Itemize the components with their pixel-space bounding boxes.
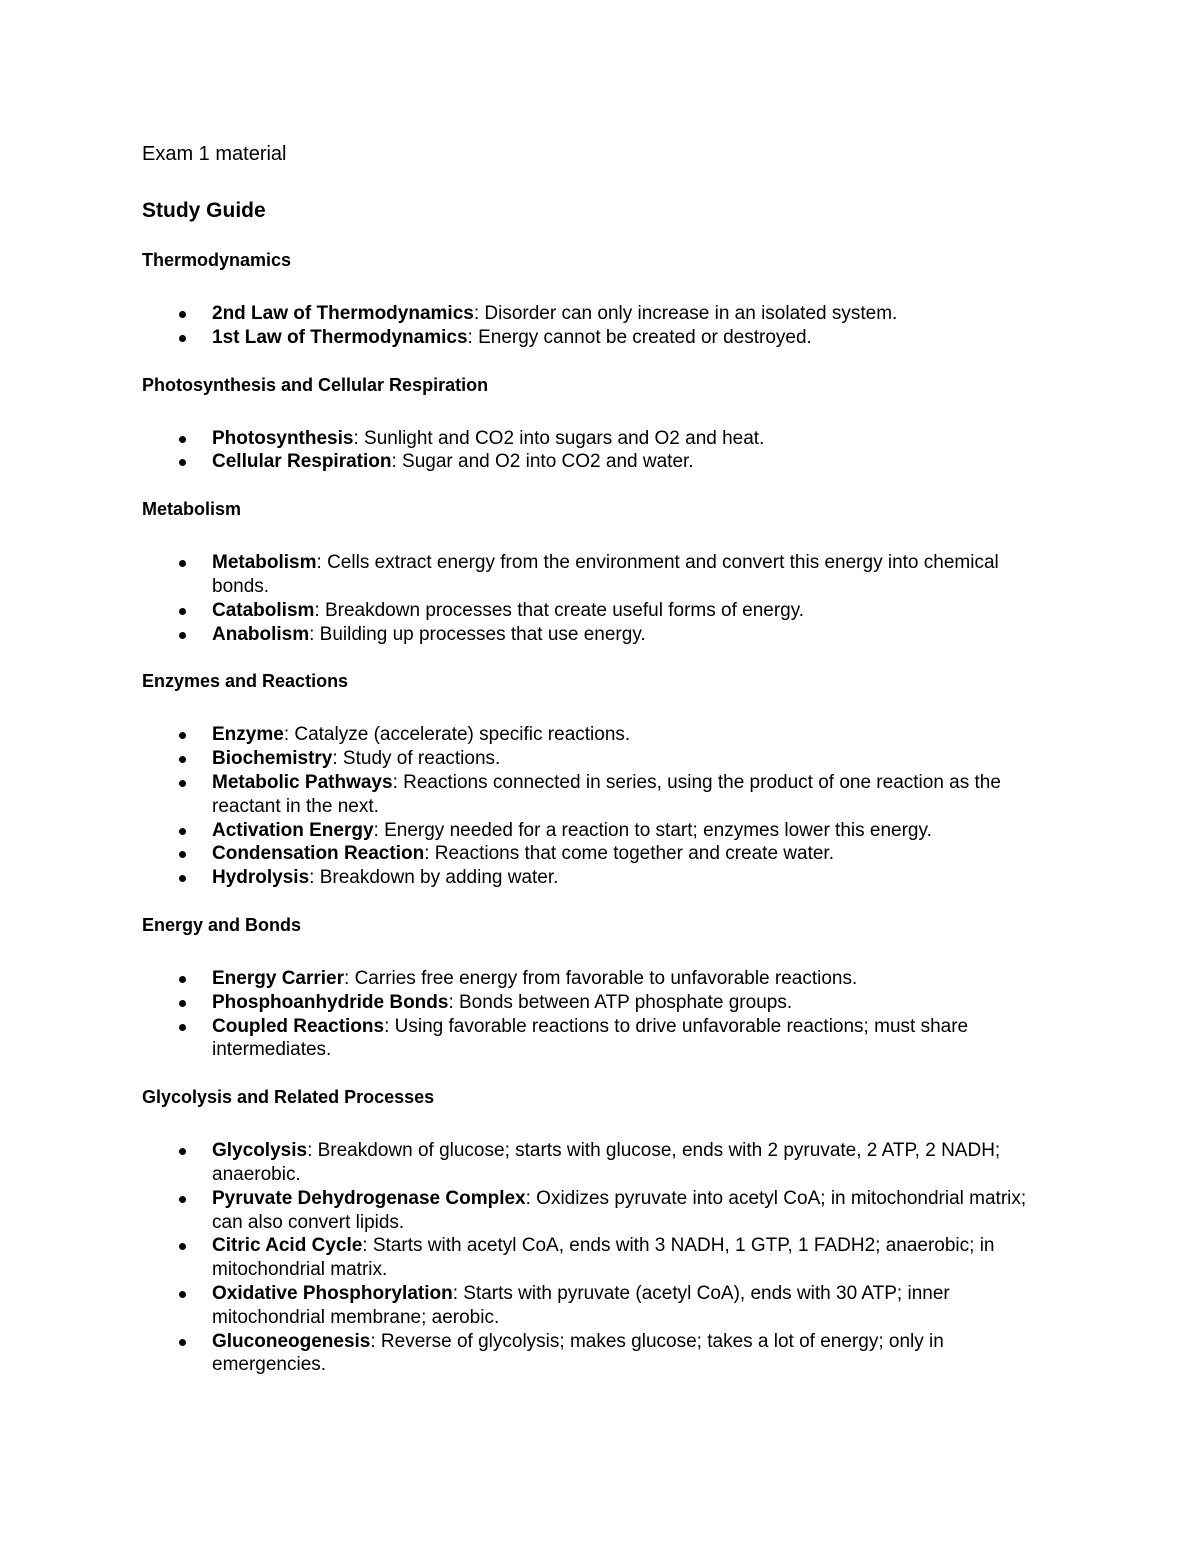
- term: 2nd Law of Thermodynamics: [212, 303, 474, 324]
- term: Cellular Respiration: [212, 451, 392, 473]
- term: Condensation Reaction: [212, 843, 425, 865]
- document-header: Exam 1 material: [142, 143, 287, 165]
- list-item: [142, 1234, 1042, 1282]
- list-item: [142, 866, 1042, 890]
- term: Energy Carrier: [212, 967, 345, 989]
- section-metabolism: [142, 497, 1062, 646]
- definition: : Sugar and O2 into CO2 and water.: [391, 451, 694, 473]
- list-item: [142, 1282, 1042, 1330]
- definition: : Oxidizes pyruvate into acetyl CoA; in mitochondrial matrix; can also convert lipids.: [212, 1187, 1027, 1233]
- term: Catabolism: [212, 599, 315, 621]
- list-item: [142, 551, 1042, 599]
- list-item: [142, 771, 1042, 819]
- section-title: Glycolysis and Related Processes: [142, 1087, 435, 1108]
- term: Photosynthesis: [212, 427, 354, 449]
- section-photosynthesis: [142, 373, 1062, 475]
- list-item: [142, 450, 1042, 474]
- term: 1st Law of Thermodynamics: [212, 326, 468, 348]
- definition: : Bonds between ATP phosphate groups.: [448, 991, 793, 1013]
- term: Metabolic Pathways: [212, 771, 393, 793]
- definition: : Energy cannot be created or destroyed.: [467, 326, 812, 348]
- list-item: [142, 623, 1042, 647]
- section-enzymes: [142, 669, 1062, 890]
- list-item: [142, 427, 1042, 451]
- list-item: [142, 1330, 1042, 1378]
- term: Activation Energy: [212, 819, 374, 841]
- section-glycolysis: [142, 1085, 1062, 1377]
- bullet-list: [142, 1139, 1062, 1377]
- list-item: [142, 326, 1042, 350]
- definition: : Starts with pyruvate (acetyl CoA), ends with 30 ATP; inner mitochondrial membrane; aerobic.: [212, 1282, 950, 1328]
- list-item: [142, 842, 1042, 866]
- term: Gluconeogenesis: [212, 1330, 371, 1352]
- definition: : Energy needed for a reaction to start; enzymes lower this energy.: [373, 819, 932, 841]
- bullet-list: [142, 551, 1062, 646]
- list-item: [142, 967, 1042, 991]
- definition: : Cells extract energy from the environment and convert this energy into chemical bonds.: [212, 552, 999, 597]
- definition: : Disorder can only increase in an isolated system.: [473, 303, 898, 324]
- term: Enzyme: [212, 724, 284, 746]
- document-title: Study Guide: [142, 199, 266, 222]
- definition: : Using favorable reactions to drive unfavorable reactions; must share intermediates.: [212, 1015, 969, 1061]
- document-page: [142, 141, 1062, 1400]
- definition: : Reverse of glycolysis; makes glucose; takes a lot of energy; only in emergencies.: [212, 1330, 944, 1376]
- definition: : Starts with acetyl CoA, ends with 3 NADH, 1 GTP, 1 FADH2; anaerobic; in mitochondrial matrix.: [212, 1235, 995, 1281]
- section-title: Thermodynamics: [142, 250, 292, 270]
- definition: : Building up processes that use energy.: [309, 623, 646, 645]
- definition: : Sunlight and CO2 into sugars and O2 and heat.: [353, 427, 765, 449]
- section-energy-bonds: [142, 913, 1062, 1062]
- list-item: [142, 1187, 1042, 1235]
- list-item: [142, 819, 1042, 843]
- term: Hydrolysis: [212, 867, 310, 889]
- section-title: Photosynthesis and Cellular Respiration: [142, 374, 489, 395]
- term: Biochemistry: [212, 748, 333, 770]
- bullet-list: [142, 723, 1062, 890]
- section-title: Metabolism: [142, 499, 242, 520]
- list-item: [142, 723, 1042, 747]
- section-thermodynamics: [142, 248, 1062, 350]
- definition: : Reactions connected in series, using the product of one reaction as the reactant in the next.: [212, 771, 1001, 817]
- term: Glycolysis: [212, 1140, 308, 1162]
- list-item: [142, 1015, 1042, 1063]
- bullet-list: [142, 302, 1062, 350]
- term: Oxidative Phosphorylation: [212, 1282, 453, 1304]
- list-item: [142, 747, 1042, 771]
- definition: : Breakdown processes that create useful forms of energy.: [314, 599, 805, 621]
- list-item: [142, 599, 1042, 623]
- list-item: [142, 1139, 1042, 1187]
- term: Phosphoanhydride Bonds: [212, 991, 449, 1013]
- definition: : Study of reactions.: [332, 748, 501, 770]
- term: Coupled Reactions: [212, 1015, 385, 1037]
- bullet-list: [142, 967, 1062, 1062]
- definition: : Breakdown of glucose; starts with glucose, ends with 2 pyruvate, 2 ATP, 2 NADH; anaerobic.: [212, 1140, 1001, 1185]
- section-title: Energy and Bonds: [142, 914, 302, 935]
- term: Citric Acid Cycle: [212, 1235, 363, 1257]
- term: Anabolism: [212, 623, 310, 645]
- term: Metabolism: [212, 552, 317, 574]
- definition: : Catalyze (accelerate) specific reactions.: [283, 724, 631, 746]
- list-item: [142, 991, 1042, 1015]
- definition: : Reactions that come together and create water.: [424, 843, 834, 865]
- definition: : Carries free energy from favorable to unfavorable reactions.: [344, 967, 858, 989]
- definition: : Breakdown by adding water.: [309, 867, 559, 889]
- list-item: [142, 302, 1042, 326]
- bullet-list: [142, 427, 1062, 475]
- term: Pyruvate Dehydrogenase Complex: [212, 1187, 526, 1209]
- section-title: Enzymes and Reactions: [142, 671, 349, 692]
